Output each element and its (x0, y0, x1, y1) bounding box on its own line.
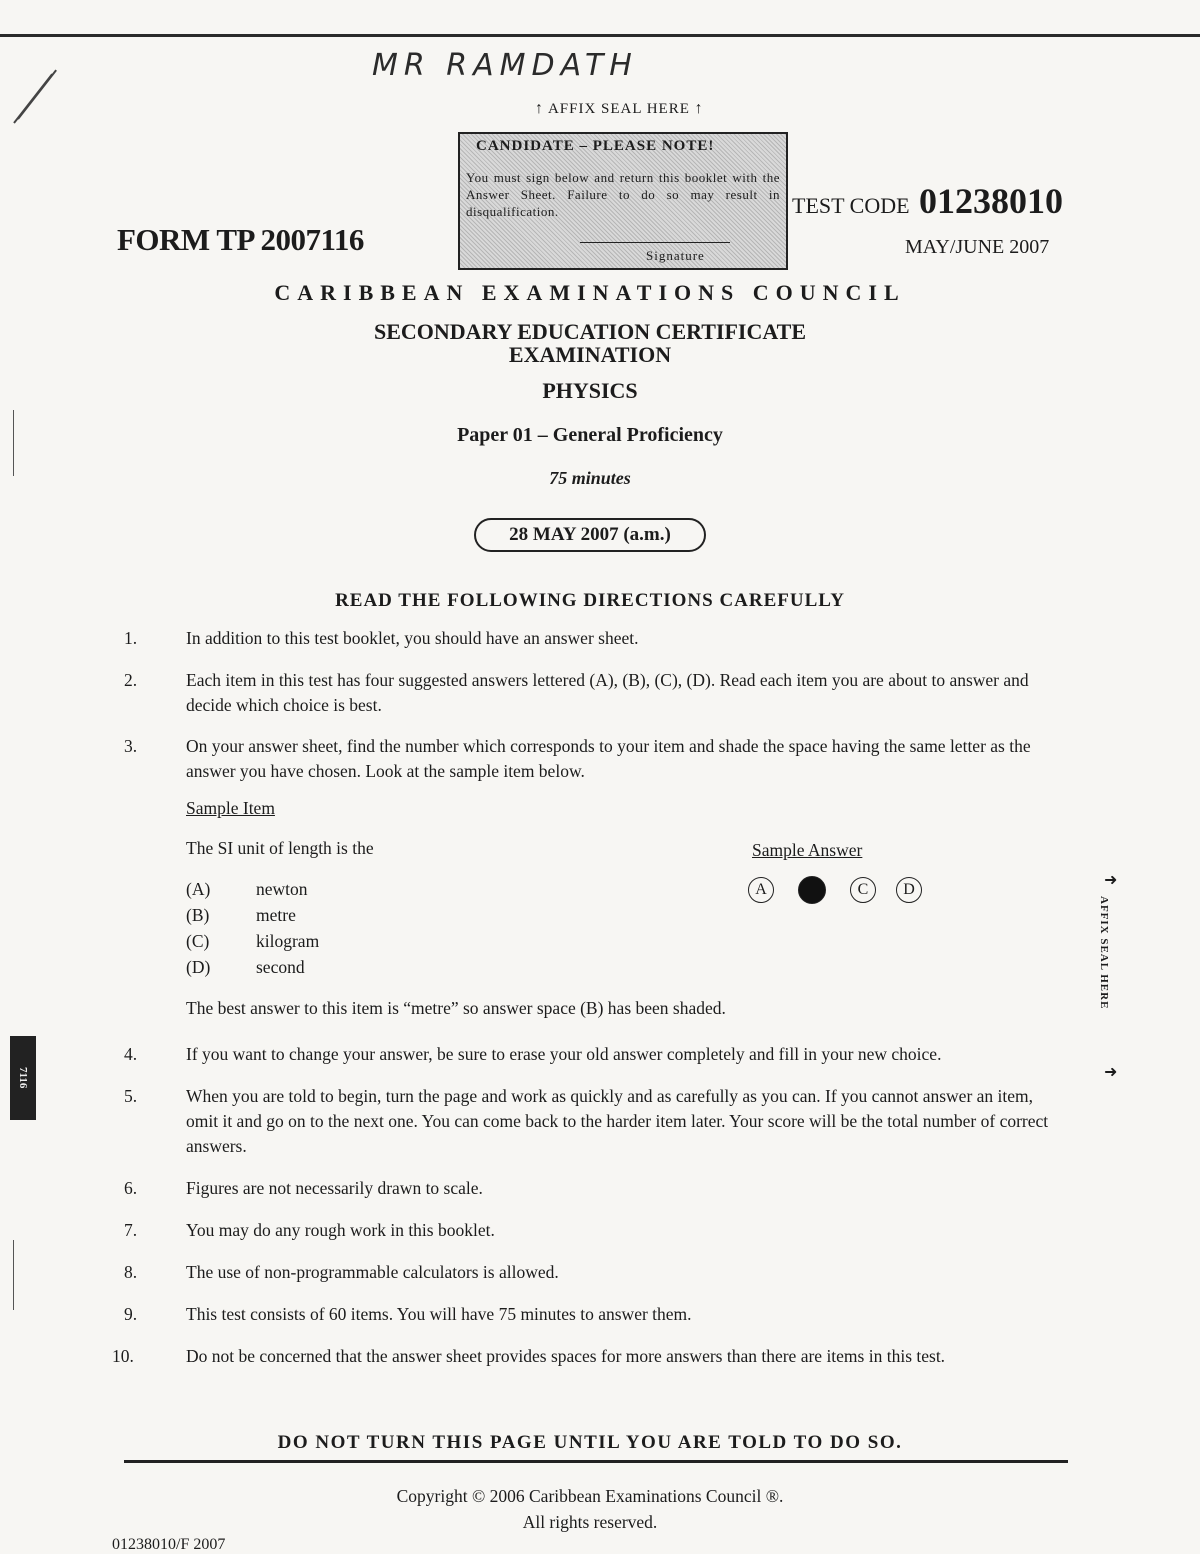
affix-seal-label: AFFIX SEAL HERE (547, 101, 690, 117)
notice-body: You must sign below and return this booklet with the Answer Sheet. Failure to do so may result in disqualification. (466, 170, 780, 219)
direction-text: Figures are not necessarily drawn to scale. (186, 1178, 483, 1198)
direction-number: 7. (124, 1220, 138, 1240)
duration: 75 minutes (549, 468, 631, 488)
certificate-line-2: EXAMINATION (508, 342, 672, 367)
arrow-right-icon: ➜ (1104, 872, 1118, 889)
direction-text: This test consists of 60 items. You will have 75 minutes to answer them. (186, 1304, 692, 1324)
handwritten-name: MR RAMDATH (372, 48, 638, 83)
side-affix-seal: AFFIX SEAL HERE (1098, 896, 1110, 1010)
answer-bubble-d[interactable]: D (896, 877, 922, 903)
exam-session: MAY/JUNE 2007 (905, 236, 1050, 258)
sample-question: The SI unit of length is the (186, 838, 374, 858)
option-letter: (B) (186, 905, 210, 925)
direction-text: On your answer sheet, find the number which corresponds to your item and shade the space having the same letter as the answer you have chosen. Look at the sample item below. (186, 736, 1031, 781)
direction-text: When you are told to begin, turn the page and work as quickly and as carefully as you can. If you cannot answer an item, omit it and go on to the next one. You can come back to the harder item later. Your score will be the total number of correct answers. (186, 1086, 1049, 1156)
form-number: FORM TP 2007116 (117, 222, 364, 257)
option-text: kilogram (256, 931, 320, 951)
direction-number: 2. (124, 670, 138, 690)
signature-label: Signature (646, 248, 705, 263)
copyright: Copyright © 2006 Caribbean Examinations Council ®. (396, 1486, 784, 1506)
direction-text: The use of non-programmable calculators is allowed. (186, 1262, 559, 1282)
answer-bubble-b-shaded[interactable] (798, 876, 826, 904)
direction-text: In addition to this test booklet, you should have an answer sheet. (186, 628, 639, 648)
direction-text: Each item in this test has four suggested answers lettered (A), (B), (C), (D). Read each item you are about to answer and decide which choice is best. (186, 670, 1029, 715)
footer-code: 01238010/F 2007 (112, 1536, 226, 1553)
arrow-up-icon: ↑ (535, 100, 544, 117)
option-letter: (D) (186, 957, 211, 977)
bottom-rule (124, 1460, 1068, 1463)
direction-text: If you want to change your answer, be sure to erase your old answer completely and fill in your new choice. (186, 1044, 942, 1064)
direction-number: 4. (124, 1044, 138, 1064)
exam-date: 28 MAY 2007 (a.m.) (474, 518, 706, 552)
margin-mark (13, 410, 14, 476)
test-code-label: TEST CODE (792, 193, 910, 218)
affix-seal-top (535, 100, 704, 118)
subject-title: PHYSICS (542, 378, 638, 403)
sample-item-title: Sample Item (186, 798, 275, 818)
top-border-line (0, 34, 1200, 37)
direction-number: 9. (124, 1304, 138, 1324)
certificate-line-1: SECONDARY EDUCATION CERTIFICATE (374, 319, 806, 344)
direction-text: Do not be concerned that the answer sheet provides spaces for more answers than there are items in this test. (186, 1346, 946, 1366)
option-text: metre (256, 905, 296, 925)
option-letter: (A) (186, 879, 211, 899)
signature-line[interactable] (580, 242, 730, 243)
sample-explanation: The best answer to this item is “metre” so answer space (B) has been shaded. (186, 998, 726, 1018)
do-not-turn-warning: DO NOT TURN THIS PAGE UNTIL YOU ARE TOLD TO DO SO. (277, 1432, 903, 1453)
answer-bubble-c[interactable]: C (850, 877, 876, 903)
margin-mark (13, 1240, 14, 1310)
option-text: newton (256, 879, 308, 899)
paper-title: Paper 01 – General Proficiency (457, 424, 723, 446)
directions-heading: READ THE FOLLOWING DIRECTIONS CAREFULLY (335, 590, 845, 611)
test-code-value: 01238010 (919, 181, 1064, 221)
side-tab-code: 7116 (10, 1036, 36, 1120)
direction-number: 5. (124, 1086, 138, 1106)
pen-mark (13, 74, 53, 124)
sample-answer-title: Sample Answer (752, 840, 863, 860)
arrow-right-icon: ➜ (1104, 1064, 1118, 1081)
direction-number: 1. (124, 628, 138, 648)
direction-number: 10. (112, 1346, 134, 1366)
direction-number: 8. (124, 1262, 138, 1282)
council-name: CARIBBEAN EXAMINATIONS COUNCIL (274, 280, 906, 305)
direction-text: You may do any rough work in this booklet. (186, 1220, 495, 1240)
certificate-title (0, 320, 1180, 366)
answer-bubble-a[interactable]: A (748, 877, 774, 903)
rights-reserved: All rights reserved. (522, 1512, 658, 1532)
candidate-notice-box (458, 132, 788, 270)
option-text: second (256, 957, 305, 977)
arrow-up-icon: ↑ (694, 100, 704, 117)
notice-title: CANDIDATE – PLEASE NOTE! (476, 138, 715, 154)
direction-number: 6. (124, 1178, 138, 1198)
test-code (792, 180, 1063, 222)
option-letter: (C) (186, 931, 210, 951)
direction-number: 3. (124, 736, 138, 756)
